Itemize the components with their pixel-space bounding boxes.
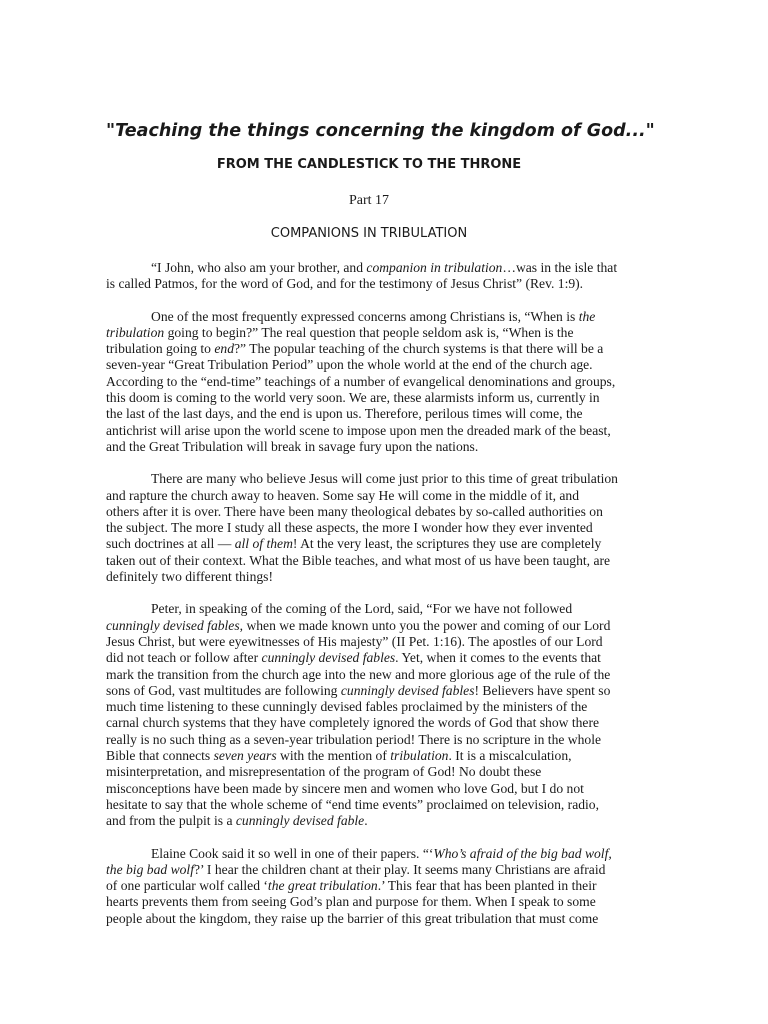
text-line: sons of God, vast multitudes are following cunningly devised fables! Believers have spent so [106,682,611,698]
text-line: antichrist will arise upon the world scene to impose upon men the dreaded mark of the beast, [106,422,611,438]
text-line: the big bad wolf?’ I hear the children chant at their play. It seems many Christians are afraid [106,861,606,877]
document-title: "Teaching the things concerning the kingdom of God..." [106,121,655,141]
text-line: taken out of their context. What the Bible teaches, and what most of us have been taught, are [106,552,611,568]
italic-run: tribulation [106,324,165,340]
text-line: the subject. The more I study all these aspects, the more I wonder how they ever invented [106,520,593,536]
text-line: misconceptions have been made by sincere men and women who love God, but I do not [106,780,584,796]
text-line: “I John, who also am your brother, and companion in tribulation…was in the isle that [151,260,618,275]
text-line: Elaine Cook said it so well in one of their papers. “‘Who’s afraid of the big bad wolf, [151,845,612,861]
document-subtitle: FROM THE CANDLESTICK TO THE THRONE [216,157,522,172]
text-line: carnal church systems that they have completely ignored the words of God that show there [106,715,600,731]
paragraph [106,260,632,293]
text-line: tribulation going to end?” The popular teaching of the church systems is that there will be a [106,341,604,357]
italic-run: cunningly devised fable [235,813,365,829]
body-text [106,260,632,927]
italic-run: all of them [234,536,293,552]
italic-run: the great tribulation [267,878,378,894]
text-line: is called Patmos, for the word of God, and for the testimony of Jesus Christ” (Rev. 1:9). [106,276,584,292]
text-line: of one particular wolf called ‘the great tribulation.’ This fear that has been planted in their [106,878,597,894]
paragraph [106,601,632,829]
text-line: mark the transition from the church age into the new and more glorious age of the rule of the [106,666,611,682]
italic-run: the big bad wolf [106,861,194,877]
italic-run: cunningly devised fables [340,682,475,698]
italic-run: Who’s afraid of the big bad wolf, [433,845,612,861]
text-line: really is no such thing as a seven-year tribulation period! There is no scripture in the whole [106,731,602,747]
text-line: and from the pulpit is a cunningly devised fable. [106,813,368,829]
italic-run: seven years [213,748,277,764]
italic-run: cunningly devised fables [261,650,396,666]
paragraph [106,471,632,585]
text-line: tribulation going to begin?” The real question that people seldom ask is, “When is the [106,324,574,340]
italic-run: cunningly devised fables [106,617,240,633]
text-line: According to the “end-time” teachings of a number of evangelical denominations and groups, [106,373,616,389]
paragraph [106,846,632,927]
document-page [106,120,655,943]
paragraph [106,309,632,456]
italic-run: tribulation [390,748,449,764]
text-line: the last of the last days, and the end is upon us. Therefore, perilous times will come, the [106,406,583,422]
text-line: such doctrines at all — all of them! At the very least, the scriptures they use are completely [106,536,602,552]
text-line: Peter, in speaking of the coming of the Lord, said, “For we have not followed [151,601,573,617]
italic-run: end [214,341,235,357]
text-line: One of the most frequently expressed concerns among Christians is, “When is the [151,308,596,324]
text-line: people about the kingdom, they raise up the barrier of this great tribulation that must come [106,910,599,926]
text-line: hesitate to say that the whole scheme of “end time events” proclaimed on television, radio, [106,796,599,812]
italic-run: the [578,308,596,324]
text-line: There are many who believe Jesus will come just prior to this time of great tribulation [151,471,618,487]
text-line: cunningly devised fables, when we made known unto you the power and coming of our Lord [106,617,611,633]
text-line: Bible that connects seven years with the mention of tribulation. It is a miscalculation, [106,748,572,764]
part-number: Part 17 [348,193,390,208]
section-heading: COMPANIONS IN TRIBULATION [270,226,468,241]
text-line: this doom is coming to the world very soon. We are, these alarmists inform us, currently in [106,390,600,406]
text-line: did not teach or follow after cunningly devised fables. Yet, when it comes to the events that [106,650,601,666]
text-line: others after it is over. There have been many theological debates by so-called authorities on [106,503,603,519]
text-line: much time listening to these cunningly devised fables proclaimed by the ministers of the [106,699,588,715]
text-line: definitely two different things! [106,569,273,585]
italic-run: companion in tribulation [366,260,503,275]
text-line: seven-year “Great Tribulation Period” upon the whole world at the end of the church age. [106,357,593,373]
text-line: and the Great Tribulation will break in savage fury upon the nations. [106,438,479,454]
text-line: Jesus Christ, but were eyewitnesses of His majesty” (II Pet. 1:16). The apostles of our Lord [106,633,603,649]
text-line: hearts prevents them from seeing God’s plan and purpose for them. When I speak to some [106,894,596,910]
text-line: misinterpretation, and misrepresentation of the program of God! No doubt these [106,764,542,780]
text-line: and rapture the church away to heaven. Some say He will come in the middle of it, and [106,487,579,503]
